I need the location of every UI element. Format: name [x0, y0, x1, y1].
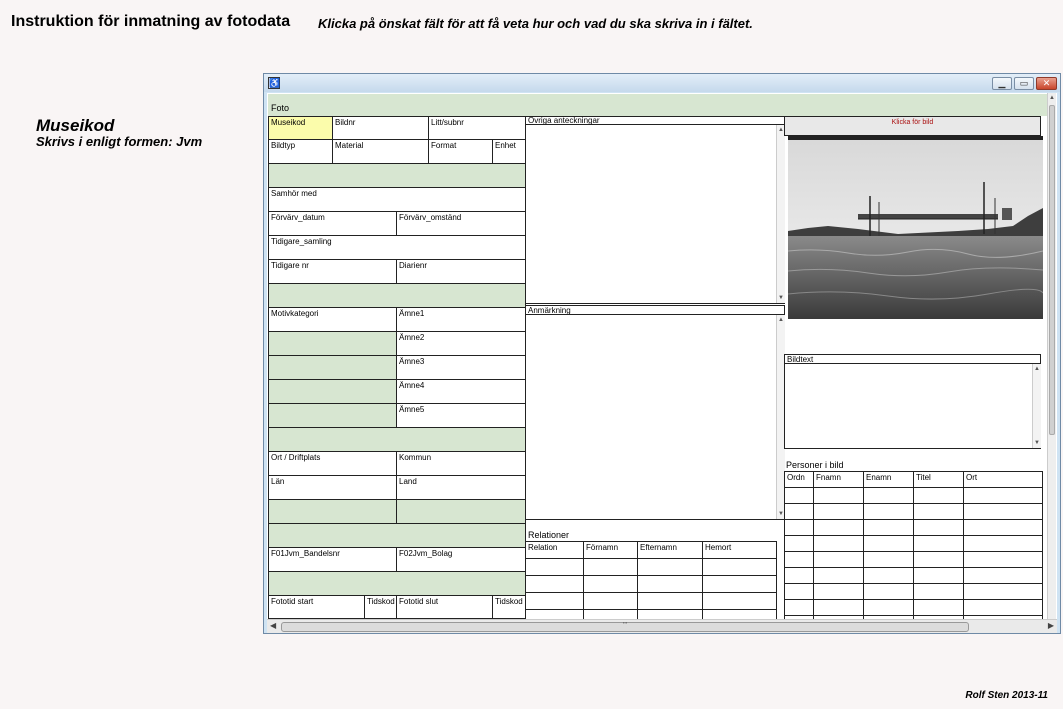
relationer-cell[interactable]: [702, 575, 777, 593]
photo-image[interactable]: [788, 136, 1043, 319]
personer-title: Personer i bild: [786, 460, 844, 470]
field-land[interactable]: Land: [396, 475, 526, 500]
field-forvarv-datum[interactable]: Förvärv_datum: [268, 211, 397, 236]
relationer-cell[interactable]: [702, 609, 777, 619]
scrollbar-ovriga[interactable]: ▲ ▼: [776, 125, 785, 303]
spacer-row: [268, 427, 526, 452]
relationer-cell[interactable]: [637, 592, 703, 610]
page-instruction: Klicka på önskat fält för att få veta hur och vad du ska skriva in i fältet.: [318, 16, 753, 31]
label-anmarkning: Anmärkning: [525, 305, 785, 315]
textarea-ovriga-anteckningar[interactable]: [525, 124, 785, 304]
personer-cell[interactable]: [913, 503, 964, 520]
window-vertical-scroll-thumb[interactable]: [1049, 105, 1055, 435]
personer-column-header: Ordn: [784, 471, 814, 488]
scrollbar-anmarkning[interactable]: ▲ ▼: [776, 315, 785, 519]
personer-column-header: Enamn: [863, 471, 914, 488]
help-field-title: Museikod: [36, 116, 115, 135]
scroll-left-icon[interactable]: ◀: [270, 621, 277, 630]
photo-image-svg: [788, 136, 1043, 319]
window-horizontal-scrollbar[interactable]: [267, 619, 1057, 633]
spacer-row: [268, 523, 526, 548]
personer-cell[interactable]: [813, 535, 864, 552]
personer-cell[interactable]: [963, 535, 1043, 552]
maximize-button[interactable]: [1014, 77, 1034, 90]
relationer-cell[interactable]: [583, 592, 638, 610]
personer-cell[interactable]: [963, 599, 1043, 616]
field-forvarv-omstand[interactable]: Förvärv_omständ: [396, 211, 526, 236]
personer-cell[interactable]: [813, 487, 864, 504]
personer-cell[interactable]: [913, 535, 964, 552]
form-client-area: [267, 93, 1057, 619]
relationer-cell[interactable]: [637, 609, 703, 619]
section-title-foto: Foto: [268, 94, 1056, 116]
personer-cell[interactable]: [863, 535, 914, 552]
relationer-column-header: Förnamn: [583, 541, 638, 559]
field-ort-driftplats[interactable]: Ort / Driftplats: [268, 451, 397, 476]
field-f01-bandelsnr[interactable]: F01Jvm_Bandelsnr: [268, 547, 397, 572]
personer-cell[interactable]: [863, 599, 914, 616]
field-motivkategori[interactable]: Motivkategori: [268, 307, 397, 332]
textarea-bildtext[interactable]: [784, 363, 1041, 449]
close-icon: ✕: [1042, 78, 1051, 88]
personer-cell[interactable]: [784, 519, 814, 536]
field-tidigare-samling[interactable]: Tidigare_samling: [268, 235, 526, 260]
field-litt-subnr[interactable]: Litt/subnr: [428, 116, 526, 140]
field-amne4[interactable]: Ämne4: [396, 379, 526, 404]
personer-cell[interactable]: [963, 583, 1043, 600]
spacer-cell: [268, 379, 397, 404]
personer-column-header: Ort: [963, 471, 1043, 488]
personer-cell[interactable]: [963, 487, 1043, 504]
spacer-cell: [268, 355, 397, 380]
personer-cell[interactable]: [863, 519, 914, 536]
relationer-cell[interactable]: [525, 592, 584, 610]
scrollbar-bildtext[interactable]: ▲ ▼: [1032, 364, 1041, 448]
footer-credit: Rolf Sten 2013-11: [965, 690, 1048, 701]
personer-cell[interactable]: [784, 487, 814, 504]
relationer-cell[interactable]: [637, 575, 703, 593]
scroll-right-icon[interactable]: ▶: [1047, 621, 1054, 630]
maximize-icon: ▭: [1019, 78, 1029, 88]
field-bildtyp[interactable]: Bildtyp: [268, 139, 333, 164]
relationer-column-header: Hemort: [702, 541, 777, 559]
field-diarienr[interactable]: Diarienr: [396, 259, 526, 284]
field-amne1[interactable]: Ämne1: [396, 307, 526, 332]
personer-cell[interactable]: [784, 551, 814, 568]
personer-column-header: Fnamn: [813, 471, 864, 488]
form-window: [263, 73, 1061, 634]
relationer-title: Relationer: [528, 530, 570, 540]
personer-column-header: Titel: [913, 471, 964, 488]
relationer-column-header: Relation: [525, 541, 584, 559]
label-ovriga-anteckningar: Övriga anteckningar: [525, 116, 785, 125]
help-field-text: Skrivs i enligt formen: Jvm: [36, 134, 203, 149]
image-caption-klicka[interactable]: Klicka för bild: [784, 116, 1041, 136]
personer-cell[interactable]: [784, 567, 814, 584]
spacer-cell: [268, 499, 397, 524]
personer-cell[interactable]: [913, 583, 964, 600]
field-lan[interactable]: Län: [268, 475, 397, 500]
field-kommun[interactable]: Kommun: [396, 451, 526, 476]
window-titlebar[interactable]: [264, 74, 1060, 92]
relationer-cell[interactable]: [525, 609, 584, 619]
field-museikod[interactable]: Museikod: [268, 116, 333, 140]
personer-cell[interactable]: [913, 487, 964, 504]
relationer-cell[interactable]: [583, 575, 638, 593]
spacer-cell: [396, 499, 526, 524]
field-fototid-start[interactable]: Fototid start: [268, 595, 365, 619]
close-button[interactable]: [1036, 77, 1057, 90]
field-amne5[interactable]: Ämne5: [396, 403, 526, 428]
field-fototid-slut[interactable]: Fototid slut: [396, 595, 493, 619]
personer-cell[interactable]: [863, 583, 914, 600]
personer-cell[interactable]: [813, 519, 864, 536]
spacer-row: [268, 163, 526, 188]
personer-cell[interactable]: [813, 567, 864, 584]
field-amne3[interactable]: Ämne3: [396, 355, 526, 380]
field-tidskod-start[interactable]: Tidskod: [364, 595, 397, 619]
personer-cell[interactable]: [863, 567, 914, 584]
personer-cell[interactable]: [913, 567, 964, 584]
minimize-icon: ▁: [998, 78, 1006, 88]
window-vertical-scrollbar[interactable]: ▲: [1047, 93, 1056, 619]
spacer-row: [268, 283, 526, 308]
personer-cell[interactable]: [813, 583, 864, 600]
spacer-cell: [268, 331, 397, 356]
relationer-cell[interactable]: [583, 609, 638, 619]
personer-cell[interactable]: [963, 567, 1043, 584]
personer-cell[interactable]: [963, 503, 1043, 520]
personer-cell[interactable]: [813, 503, 864, 520]
relationer-cell[interactable]: [525, 575, 584, 593]
field-amne2[interactable]: Ämne2: [396, 331, 526, 356]
field-material[interactable]: Material: [332, 139, 429, 164]
personer-cell[interactable]: [784, 583, 814, 600]
personer-cell[interactable]: [863, 487, 914, 504]
relationer-column-header: Efternamn: [637, 541, 703, 559]
personer-cell[interactable]: [784, 503, 814, 520]
page-title: Instruktion för inmatning av fotodata: [11, 13, 291, 30]
relationer-cell[interactable]: [637, 558, 703, 576]
personer-cell[interactable]: [813, 599, 864, 616]
field-format[interactable]: Format: [428, 139, 493, 164]
window-horizontal-scroll-thumb[interactable]: ''': [281, 622, 969, 632]
personer-cell[interactable]: [813, 551, 864, 568]
personer-cell[interactable]: [863, 503, 914, 520]
relationer-cell[interactable]: [702, 558, 777, 576]
personer-cell[interactable]: [963, 551, 1043, 568]
field-enhet[interactable]: Enhet: [492, 139, 526, 164]
field-f02-bolag[interactable]: F02Jvm_Bolag: [396, 547, 526, 572]
personer-cell[interactable]: [784, 535, 814, 552]
textarea-anmarkning[interactable]: [525, 314, 785, 520]
field-bildnr[interactable]: Bildnr: [332, 116, 429, 140]
personer-cell[interactable]: [784, 599, 814, 616]
relationer-cell[interactable]: [583, 558, 638, 576]
spacer-cell: [268, 403, 397, 428]
spacer-row: [268, 571, 526, 596]
personer-cell[interactable]: [963, 519, 1043, 536]
field-tidskod-slut[interactable]: Tidskod: [492, 595, 526, 619]
relationer-cell[interactable]: [525, 558, 584, 576]
field-samhor-med[interactable]: Samhör med: [268, 187, 526, 212]
label-bildtext: Bildtext: [784, 354, 1041, 364]
personer-cell[interactable]: [913, 519, 964, 536]
personer-cell[interactable]: [863, 551, 914, 568]
relationer-cell[interactable]: [702, 592, 777, 610]
minimize-button[interactable]: [992, 77, 1012, 90]
field-tidigare-nr[interactable]: Tidigare nr: [268, 259, 397, 284]
app-icon[interactable]: ♿: [269, 78, 281, 88]
personer-cell[interactable]: [913, 551, 964, 568]
personer-cell[interactable]: [913, 599, 964, 616]
